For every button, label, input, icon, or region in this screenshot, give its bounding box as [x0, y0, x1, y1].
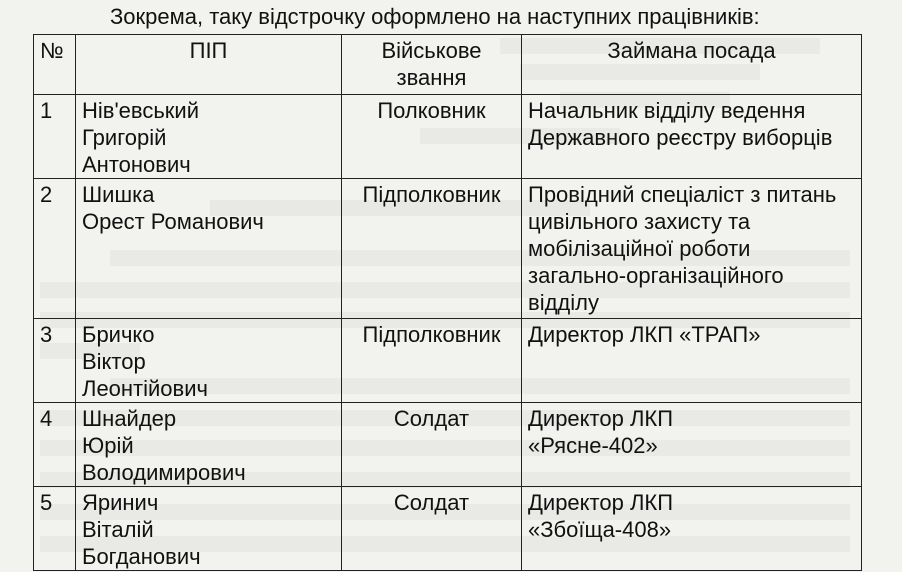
employee-name: Бричко Віктор Леонтійович [76, 319, 342, 403]
military-rank: Солдат [342, 403, 522, 487]
row-number: 2 [34, 179, 76, 319]
employee-name: Шнайдер Юрій Володимирович [76, 403, 342, 487]
employee-name: Шишка Орест Романович [76, 179, 342, 319]
row-number: 4 [34, 403, 76, 487]
column-header-position: Займана посада [522, 35, 862, 95]
military-rank: Підполковник [342, 319, 522, 403]
table-row [34, 179, 862, 319]
staff-table [33, 34, 862, 571]
military-rank: Підполковник [342, 179, 522, 319]
column-header-name: ПІП [76, 35, 342, 95]
table-row [34, 95, 862, 179]
job-position: Начальник відділу ведення Державного реєстру виборців [522, 95, 862, 179]
column-header-number: № [34, 35, 76, 95]
table-header-row [34, 35, 862, 95]
intro-sentence: Зокрема, таку відстрочку оформлено на наступних працівників: [110, 4, 760, 29]
column-header-rank: Військове звання [342, 35, 522, 95]
row-number: 5 [34, 487, 76, 571]
table-row [34, 403, 862, 487]
job-position: Директор ЛКП «Рясне-402» [522, 403, 862, 487]
table-row [34, 319, 862, 403]
employee-name: Нів'евський Григорій Антонович [76, 95, 342, 179]
employee-name: Яринич Віталій Богданович [76, 487, 342, 571]
job-position: Директор ЛКП «ТРАП» [522, 319, 862, 403]
job-position: Директор ЛКП «Збоїща-408» [522, 487, 862, 571]
military-rank: Солдат [342, 487, 522, 571]
row-number: 1 [34, 95, 76, 179]
table-row [34, 487, 862, 571]
military-rank: Полковник [342, 95, 522, 179]
row-number: 3 [34, 319, 76, 403]
job-position: Провідний спеціаліст з питань цивільного захисту та мобілізаційної роботи загально-організаційного відділу [522, 179, 862, 319]
